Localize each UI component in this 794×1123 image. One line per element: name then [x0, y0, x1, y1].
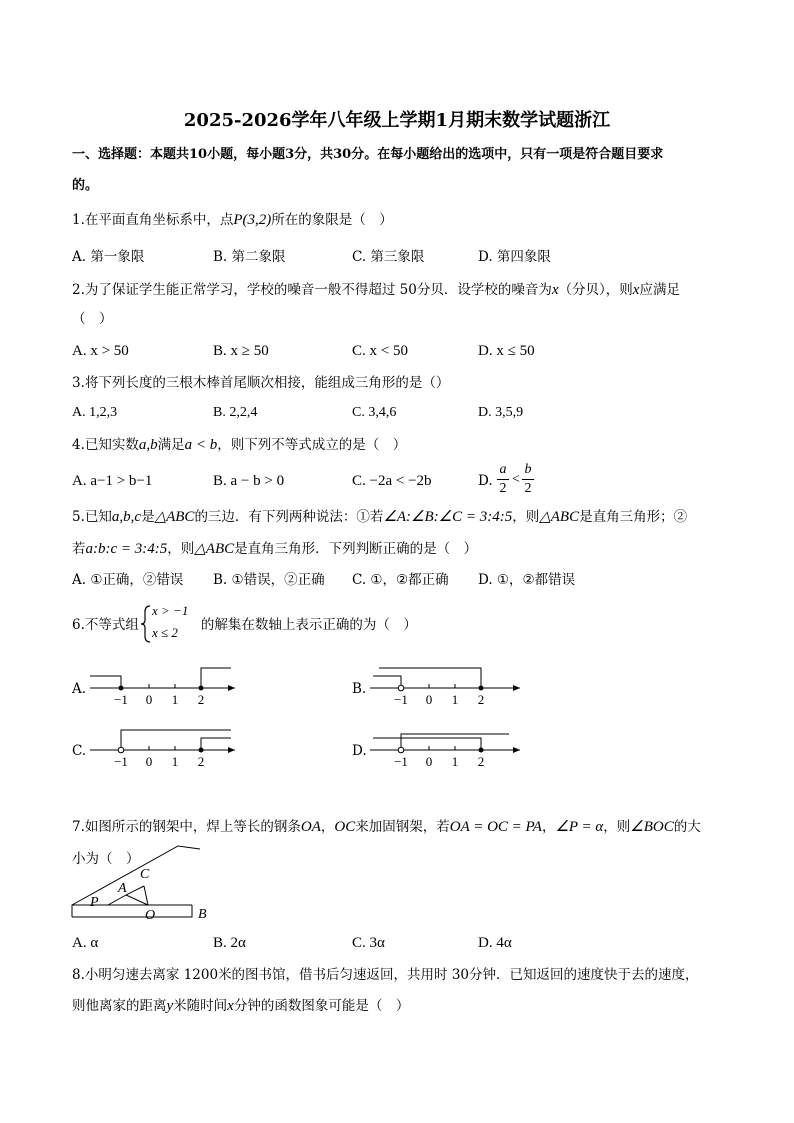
question-4-option-b[interactable]: B. a − b > 0 — [213, 473, 285, 489]
question-7-option-b[interactable]: B. 2α — [213, 935, 246, 951]
label-o: O — [145, 908, 156, 923]
question-8-stem-line1: 8.小明匀速去离家 1200米的图书馆，借书后匀速返回，共用时 30分钟．已知返回的速度快于去的速度， — [72, 967, 699, 983]
question-5-angle-ratio: ∠A:∠B:∠C = 3:4:5 — [383, 509, 513, 525]
question-1-option-c[interactable]: C. 第三象限 — [352, 249, 425, 265]
question-1-text-a: 1.在平面直角坐标系中，点 — [72, 212, 234, 228]
question-5-text-g: ，则 — [167, 541, 195, 557]
question-7-oc: OC — [334, 819, 356, 835]
system-inequality-2: x ≤ 2 — [152, 625, 178, 640]
tick-label-2: 2 — [477, 754, 485, 769]
question-5-stem-line2 — [72, 540, 477, 558]
question-2-var-2: x — [632, 282, 640, 298]
question-5-option-c[interactable]: C. ①，②都正确 — [352, 572, 449, 588]
question-7-text-c: ， — [541, 819, 556, 835]
tick-label-2: 2 — [197, 754, 205, 769]
question-7-option-d[interactable]: D. 4α — [478, 935, 512, 951]
question-1-option-d[interactable]: D. 第四象限 — [478, 249, 551, 265]
tick-label-neg1: −1 — [394, 692, 408, 707]
fraction-2-denominator: 2 — [524, 481, 532, 496]
question-2-text-c: 应满足 — [639, 282, 680, 298]
question-6-option-d-label[interactable]: D. — [352, 743, 367, 759]
tick-label-0: 0 — [425, 692, 433, 707]
section-instructions-line2: 的。 — [72, 178, 99, 193]
tick-label-2: 2 — [197, 692, 205, 707]
question-1-stem — [72, 211, 393, 229]
label-b: B — [198, 907, 207, 922]
question-4-condition: a < b — [184, 437, 218, 453]
label-p: P — [90, 895, 99, 910]
question-7-stem-line2: 小为（ ） — [72, 851, 140, 867]
steel-frame-figure — [68, 843, 218, 925]
question-7-text-a: 7.如图所示的钢架中，焊上等长的钢条 — [72, 819, 301, 835]
question-7-angle-p: ∠P = α — [555, 819, 604, 835]
question-6-option-b-label[interactable]: B. — [352, 681, 367, 697]
question-7-option-a[interactable]: A. α — [72, 935, 99, 951]
question-5-text-d: ，则 — [512, 509, 540, 525]
question-4-text-c: ，则下列不等式成立的是（ ） — [217, 437, 407, 453]
question-6-text-b: 的解集在数轴上表示正确的为（ ） — [200, 617, 417, 633]
tick-label-neg1: −1 — [114, 692, 128, 707]
question-5-text-f: 若 — [72, 541, 86, 557]
tick-label-2: 2 — [477, 692, 485, 707]
tick-label-0: 0 — [425, 754, 433, 769]
question-3-option-d[interactable]: D. 3,5,9 — [478, 405, 524, 420]
question-3-stem: 3.将下列长度的三根木棒首尾顺次相接，能组成三角形的是（） — [72, 375, 450, 391]
question-8-text-c: 分钟的函数图象可能是（ ） — [233, 998, 410, 1014]
question-1-point: P(3,2) — [233, 212, 272, 228]
tick-label-0: 0 — [145, 692, 153, 707]
question-3-option-b[interactable]: B. 2,2,4 — [213, 405, 258, 420]
question-5-triangle: △ABC — [154, 509, 195, 525]
question-4-option-d-label: D. — [478, 473, 493, 489]
question-7-text-e: 的大 — [673, 819, 701, 835]
question-2-text-a: 2.为了保证学生能正常学习，学校的噪音一般不得超过 50分贝．设学校的噪音为 — [72, 282, 552, 298]
tick-label-1: 1 — [451, 754, 459, 769]
question-8-text-b: 米随时间 — [173, 998, 228, 1014]
question-4-text-b: 满足 — [157, 437, 185, 453]
question-2-stem-line2: （ ） — [72, 311, 113, 327]
question-2-stem — [72, 281, 680, 299]
question-3-option-c[interactable]: C. 3,4,6 — [352, 405, 397, 420]
number-line-b[interactable] — [365, 660, 530, 708]
question-5-side-ratio: a:b:c = 3:4:5 — [85, 541, 168, 557]
question-5-triangle-3: △ABC — [194, 541, 235, 557]
question-1-option-a[interactable]: A. 第一象限 — [72, 249, 145, 265]
question-7-stem-line1 — [72, 818, 701, 836]
system-inequality-1: x > −1 — [152, 603, 189, 618]
question-7-text-d: ，则 — [603, 819, 631, 835]
label-c: C — [140, 867, 150, 882]
question-7-sep: ， — [320, 819, 335, 835]
question-2-text-b: （分贝），则 — [558, 282, 633, 298]
question-5-text-c: 的三边．有下列两种说法：①若 — [194, 509, 384, 525]
tick-label-1: 1 — [451, 692, 459, 707]
question-3-option-a[interactable]: A. 1,2,3 — [72, 405, 118, 420]
fraction-2-bar — [522, 479, 534, 480]
question-1-option-b[interactable]: B. 第二象限 — [213, 249, 286, 265]
number-line-d[interactable] — [365, 722, 530, 770]
question-7-option-c[interactable]: C. 3α — [352, 935, 385, 951]
question-6-option-a-label[interactable]: A. — [72, 681, 87, 697]
question-5-text-e: 是直角三角形；② — [579, 509, 688, 525]
question-5-text-h: 是直角三角形．下列判断正确的是（ ） — [234, 541, 478, 557]
question-7-text-b: 来加固钢架，若 — [355, 819, 450, 835]
fraction-comparison-op: < — [512, 472, 520, 487]
question-7-angle-boc: ∠BOC — [630, 819, 674, 835]
fraction-1-bar — [497, 479, 509, 480]
fraction-2-numerator: b — [524, 462, 532, 477]
question-5-text-b: 是 — [141, 509, 155, 525]
question-7-equation: OA = OC = PA — [449, 819, 542, 835]
question-5-text-a: 5.已知 — [72, 509, 112, 525]
question-4-option-a[interactable]: A. a−1 > b−1 — [72, 473, 153, 489]
question-8-text-a: 则他离家的距离 — [72, 998, 167, 1014]
question-4-stem — [72, 436, 406, 454]
question-2-option-d[interactable]: D. x ≤ 50 — [478, 343, 535, 359]
question-6-text-a: 6.不等式组 — [72, 617, 139, 633]
question-4-option-c[interactable]: C. −2a < −2b — [352, 473, 432, 489]
number-line-a[interactable] — [85, 660, 245, 708]
fraction-1-denominator: 2 — [499, 481, 507, 496]
question-8-var-y: y — [166, 998, 174, 1014]
question-4-text-a: 4.已知实数 — [72, 437, 139, 453]
question-8-var-x: x — [227, 998, 234, 1014]
question-5-option-a[interactable]: A. ①正确，②错误 — [72, 572, 184, 588]
tick-label-0: 0 — [145, 754, 153, 769]
question-7-oa: OA — [300, 819, 321, 835]
question-6-option-c-label[interactable]: C. — [72, 743, 87, 759]
question-5-vars: a,b,c — [111, 509, 142, 525]
label-a: A — [118, 881, 127, 896]
tick-label-neg1: −1 — [394, 754, 408, 769]
number-line-c[interactable] — [85, 722, 245, 770]
question-6-stem — [72, 616, 417, 634]
system-brace — [140, 604, 152, 644]
question-2-option-a[interactable]: A. x > 50 — [72, 343, 129, 359]
page-title: 2025-2026学年八年级上学期1月期末数学试题浙江 — [183, 110, 611, 131]
question-5-triangle-2: △ABC — [539, 509, 580, 525]
question-4-vars: a,b — [138, 437, 158, 453]
question-1-text-b: 所在的象限是（ ） — [271, 212, 393, 228]
question-2-option-c[interactable]: C. x < 50 — [352, 343, 408, 359]
tick-label-neg1: −1 — [114, 754, 128, 769]
question-5-option-d[interactable]: D. ①，②都错误 — [478, 572, 576, 588]
question-5-stem-line1 — [72, 508, 687, 526]
tick-label-1: 1 — [171, 692, 179, 707]
question-5-option-b[interactable]: B. ①错误，②正确 — [213, 572, 325, 588]
tick-label-1: 1 — [171, 754, 179, 769]
question-2-var: x — [551, 282, 559, 298]
fraction-1-numerator: a — [499, 462, 507, 477]
section-instructions-line1: 一、选择题：本题共10小题，每小题3分，共30分。在每小题给出的选项中，只有一项是符合题目要求 — [72, 147, 664, 162]
question-2-option-b[interactable]: B. x ≥ 50 — [213, 343, 269, 359]
question-8-stem-line2 — [72, 997, 409, 1015]
